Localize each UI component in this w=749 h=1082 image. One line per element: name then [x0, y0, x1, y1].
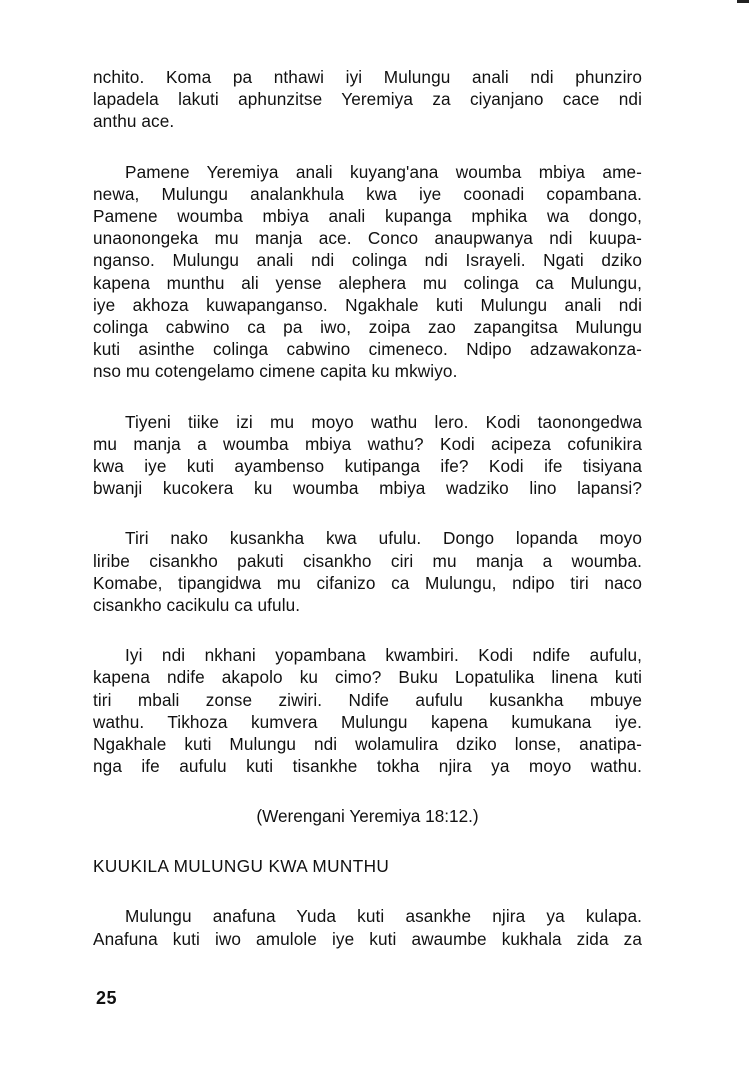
text-line: kapena ndife akapolo ku cimo? Buku Lopatulika linena kuti	[93, 667, 642, 688]
text-line: Tiri nako kusankha kwa ufulu. Dongo lopanda moyo	[125, 528, 642, 549]
text-line: nso mu cotengelamo cimene capita ku mkwiyo.	[93, 361, 458, 382]
text-line: Iyi ndi nkhani yopambana kwambiri. Kodi ndife aufulu,	[125, 645, 642, 666]
text-line: mu manja a woumba mbiya wathu? Kodi acipeza cofunikira	[93, 433, 642, 454]
paragraph-2	[93, 161, 642, 383]
text-line: Tiyeni tiike izi mu moyo wathu lero. Kodi taonongedwa	[125, 411, 642, 432]
text-line: Anafuna kuti iwo amulole iye kuti awaumbe kukhala zida za	[93, 928, 642, 949]
text-line: colinga cabwino ca pa iwo, zoipa zao zapangitsa Mulungu	[93, 317, 642, 338]
text-line: tiri mbali zonse ziwiri. Ndife aufulu kusankha mbuye	[93, 689, 642, 710]
text-line: nganso. Mulungu anali ndi colinga ndi Israyeli. Ngati dziko	[93, 250, 642, 271]
text-line: Pamene woumba mbiya anali kupanga mphika wa dongo,	[93, 206, 642, 227]
text-line: Komabe, tipangidwa mu cifanizo ca Mulungu, ndipo tiri naco	[93, 572, 642, 593]
text-line: cisankho cacikulu ca ufulu.	[93, 595, 301, 616]
page-edge-mark	[737, 0, 749, 3]
text-line: lapadela lakuti aphunzitse Yeremiya za ciyanjano cace ndi	[93, 89, 642, 110]
text-line: bwanji kucokera ku woumba mbiya wadziko lino lapansi?	[93, 478, 642, 499]
scripture-reference: (Werengani Yeremiya 18:12.)	[256, 806, 479, 827]
page-number: 25	[96, 988, 118, 1008]
text-line: Ngakhale kuti Mulungu ndi wolamulira dziko lonse, anatipa-	[93, 734, 642, 755]
text-line: Mulungu anafuna Yuda kuti asankhe njira ya kulapa.	[125, 906, 642, 927]
text-line: nga ife aufulu kuti tisankhe tokha njira ya moyo wathu.	[93, 756, 642, 777]
text-line: wathu. Tikhoza kumvera Mulungu kapena kumukana iye.	[93, 711, 642, 732]
text-line: liribe cisankho pakuti cisankho ciri mu manja a woumba.	[93, 550, 642, 571]
paragraph-1	[93, 66, 642, 133]
text-line: newa, Mulungu analankhula kwa iye coonadi copambana.	[93, 183, 642, 204]
text-line: kapena munthu ali yense alephera mu colinga ca Mulungu,	[93, 272, 642, 293]
text-line: anthu ace.	[93, 111, 175, 132]
text-line: Pamene Yeremiya anali kuyang'ana woumba mbiya ame-	[125, 161, 642, 182]
text-line: iye akhoza kuwapanganso. Ngakhale kuti Mulungu anali ndi	[93, 294, 642, 315]
page-body	[93, 66, 642, 950]
paragraph-3	[93, 411, 642, 500]
paragraph-6	[93, 905, 642, 949]
text-line: kuti asinthe colinga cabwino cimeneco. Ndipo adzawakonza-	[93, 339, 642, 360]
text-line: nchito. Koma pa nthawi iyi Mulungu anali ndi phunziro	[93, 67, 642, 87]
text-line: kwa iye kuti ayambenso kutipanga ife? Kodi ife tisiyana	[93, 456, 642, 477]
paragraph-5	[93, 644, 642, 777]
text-line: unaonongeka mu manja ace. Conco anaupwanya ndi kuupa-	[93, 228, 642, 249]
paragraph-4	[93, 527, 642, 616]
section-heading: KUUKILA MULUNGU KWA MUNTHU	[93, 856, 390, 877]
